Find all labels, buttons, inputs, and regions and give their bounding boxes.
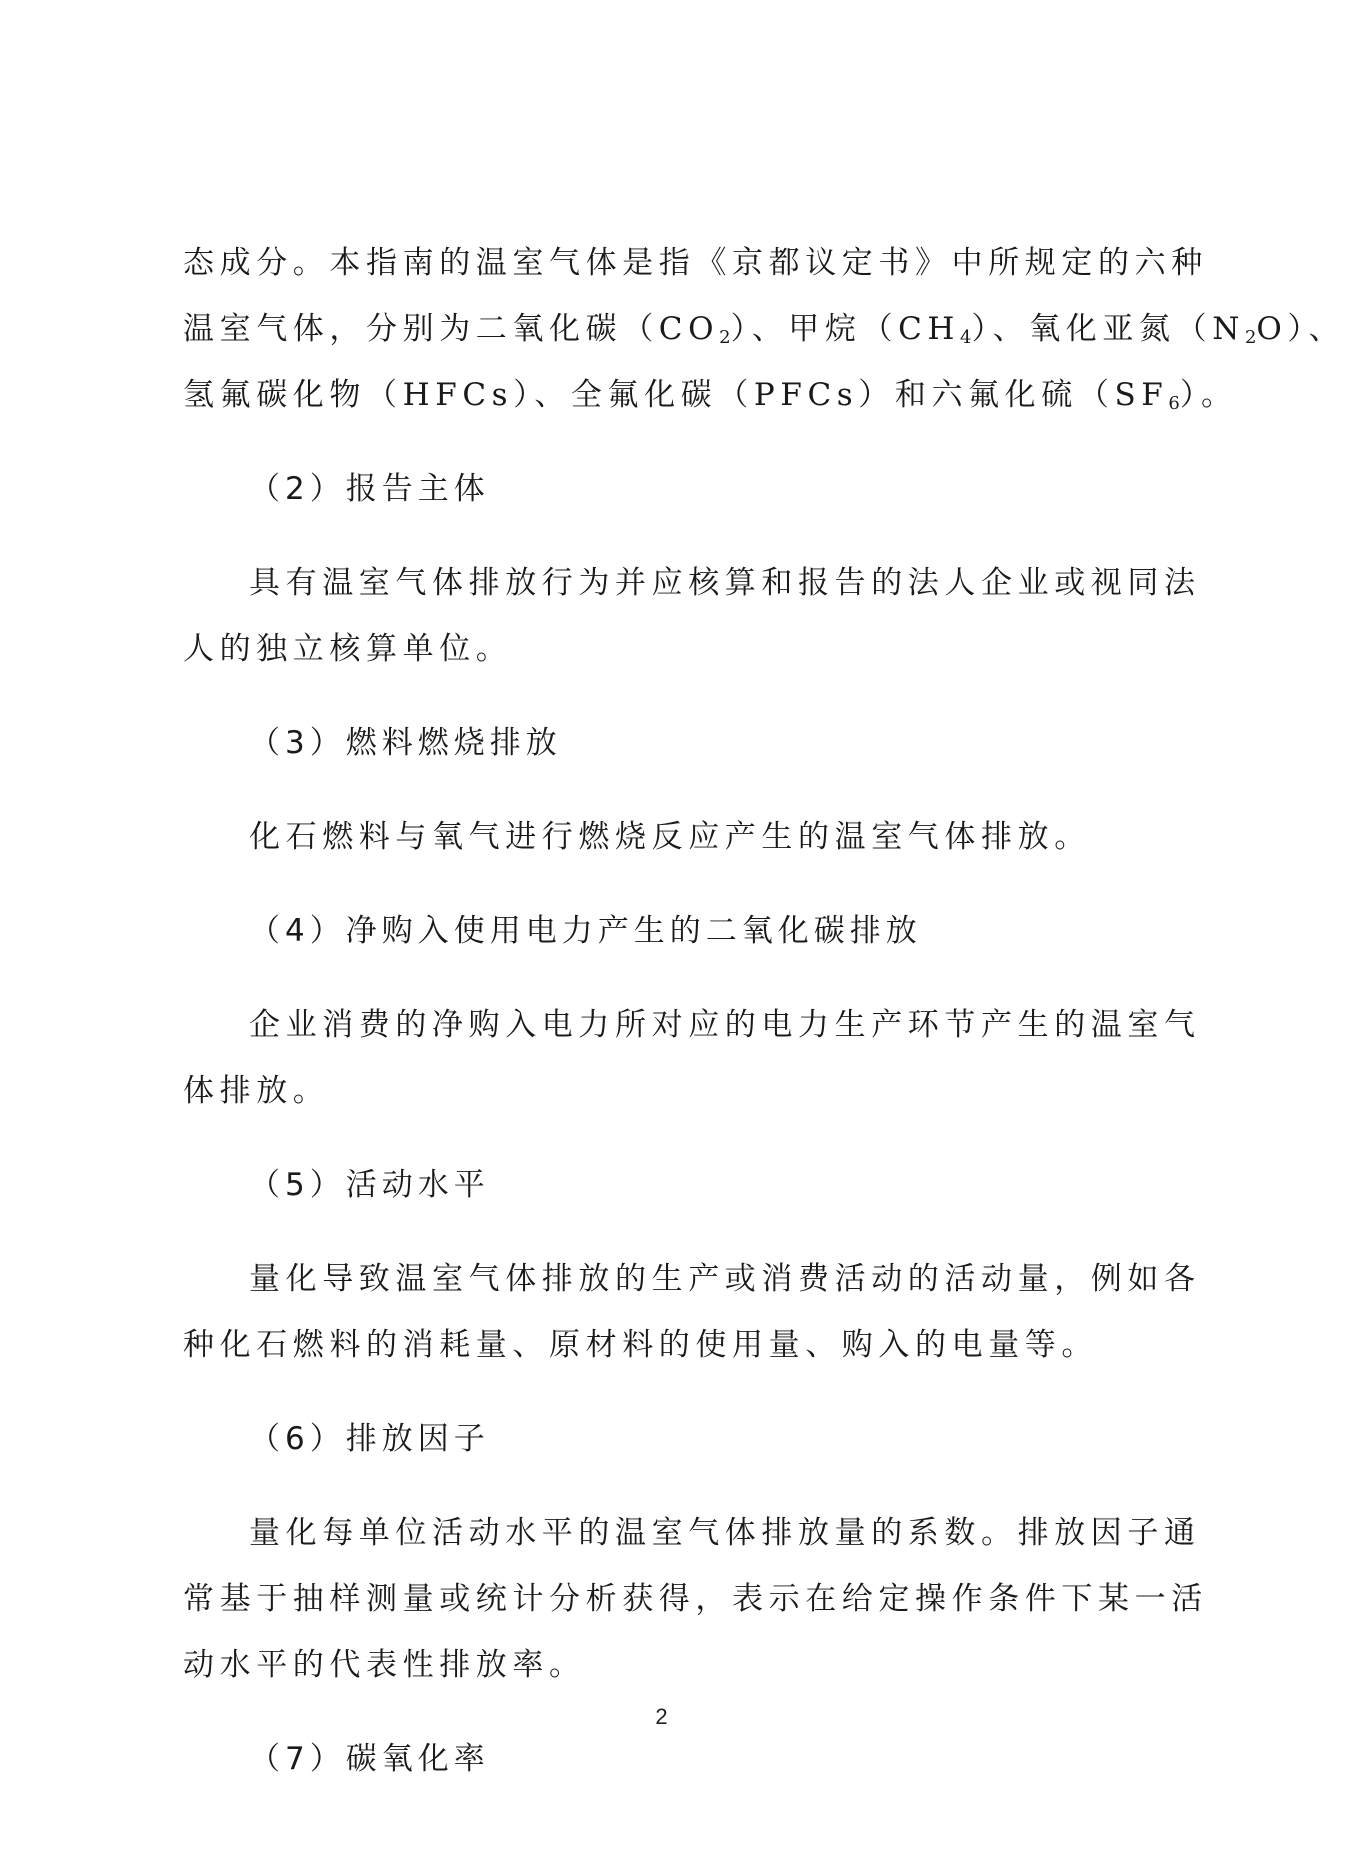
section-heading: （7）碳氧化率	[249, 1741, 490, 1777]
paragraph-line: 具有温室气体排放行为并应核算和报告的法人企业或视同法	[249, 565, 1201, 601]
paragraph-line: 量化每单位活动水平的温室气体排放量的系数。排放因子通	[249, 1515, 1201, 1551]
subscript: 2	[719, 327, 731, 348]
paragraph-line: 种化石燃料的消耗量、原材料的使用量、购入的电量等。	[183, 1327, 1098, 1363]
section-heading: （3）燃料燃烧排放	[249, 725, 562, 761]
text-run: ）、氧化亚氮（N	[971, 311, 1245, 347]
paragraph-line	[183, 362, 1238, 428]
section-heading: （2）报告主体	[249, 471, 490, 507]
text-run: ）。	[1179, 377, 1238, 413]
subscript: 2	[1244, 327, 1257, 348]
text-run: O）、	[1256, 311, 1345, 347]
text-run: 氢氟碳化物（HFCs）、全氟化碳（PFCs）和六氟化硫（SF	[183, 377, 1169, 413]
section-heading: （4）净购入使用电力产生的二氧化碳排放	[249, 913, 922, 949]
paragraph-line: 量化导致温室气体排放的生产或消费活动的活动量，例如各	[249, 1261, 1201, 1297]
text-run: ）、甲烷（CH	[730, 311, 961, 347]
subscript: 6	[1168, 393, 1180, 414]
paragraph-line: 态成分。本指南的温室气体是指《京都议定书》中所规定的六种	[183, 245, 1208, 281]
subscript: 4	[960, 327, 972, 348]
text-run: 温室气体，分别为二氧化碳（CO	[183, 311, 720, 347]
paragraph-line: 常基于抽样测量或统计分析获得，表示在给定操作条件下某一活	[183, 1581, 1208, 1617]
paragraph-line: 化石燃料与氧气进行燃烧反应产生的温室气体排放。	[249, 819, 1091, 855]
paragraph-line: 体排放。	[183, 1073, 330, 1109]
section-heading: （5）活动水平	[249, 1167, 490, 1203]
section-heading: （6）排放因子	[249, 1421, 490, 1457]
paragraph-line: 动水平的代表性排放率。	[183, 1647, 586, 1683]
paragraph-line: 人的独立核算单位。	[183, 631, 513, 667]
document-body	[183, 230, 1345, 1792]
paragraph-line: 企业消费的净购入电力所对应的电力生产环节产生的温室气	[249, 1007, 1201, 1043]
paragraph-line	[183, 296, 1345, 362]
page-number: 2	[655, 1704, 668, 1729]
